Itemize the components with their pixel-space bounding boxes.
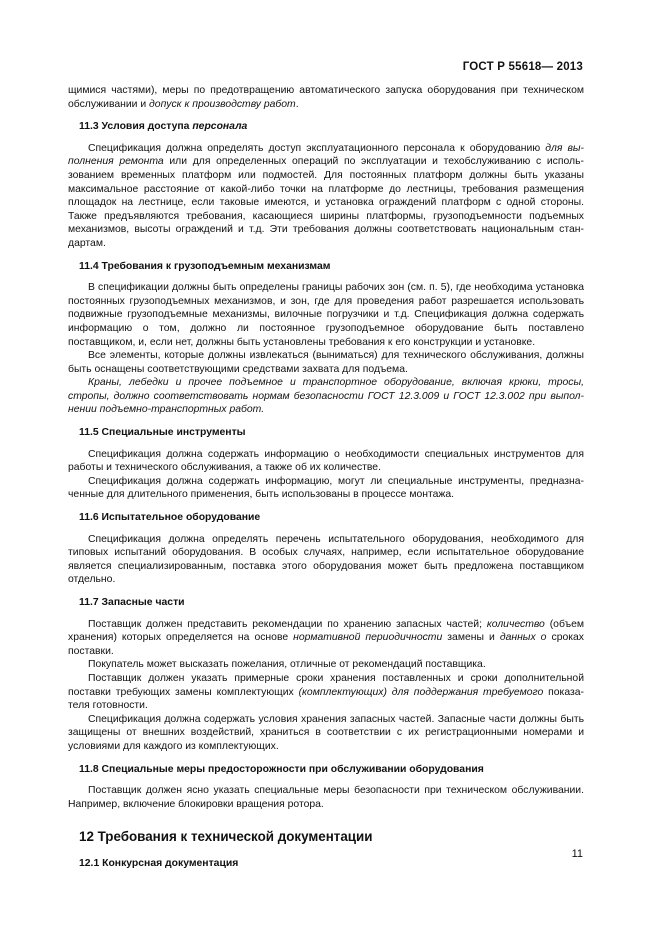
paragraph-11-5-1: Спецификация должна содержать информацию о необходимости специальных инструментов для работы и технического обслуживания, а также об их количестве.: [68, 448, 584, 474]
paragraph-11-3: Спецификация должна определять доступ эксплуатационного персонала к оборудованию для выполнения ремонта или для определенных операций по эксплуатации и техобслуживанию с использованием временных платформ или подмостей. Для постоянных платформ должны быть указаны максимальное расстояние от какой-либо точки на платформе до лестницы, требования размещения площадок на лестнице, если таковые имеются, и установка ограждений платформ с одной стороны. Также предъявляются требования, касающиеся ширины платформы, грузоподъемности подъемных механизмов, высоты ограждений и т.д. Эти требования должны соответствовать национальным стандартам.: [68, 142, 584, 249]
heading-11-7: 11.7 Запасные части: [79, 597, 185, 608]
paragraph-11-5-2: Спецификация должна содержать информацию, могут ли специальные инструменты, предназначенные для длительного применения, быть использованы в процессе монтажа.: [68, 475, 584, 501]
page-number: 11: [571, 848, 583, 860]
paragraph-11-7-4: Спецификация должна содержать условия хранения запасных частей. Запасные части должны быть защищены от внешних воздействий, храниться в соответствии с их регистрационными номерами и условиями для каждого из комплектующих.: [68, 713, 584, 752]
document-code: ГОСТ Р 55618— 2013: [462, 61, 583, 73]
heading-11-3: 11.3 Условия доступа персонала: [79, 121, 248, 133]
section-11-2-tail: щимися частями), меры по предотвращению автоматического запуска оборудования при техническом обслуживании и допуск к производству работ.: [68, 85, 584, 110]
paragraph-11-7-2: Покупатель может высказать пожелания, отличные от рекомендаций поставщика.: [88, 659, 486, 671]
paragraph-11-4-2: Все элементы, которые должны извлекаться (выниматься) для технического обслуживания, должны быть оснащены соответствующими средствами захвата для подъема.: [68, 350, 584, 375]
heading-12-1: 12.1 Конкурсная документация: [79, 857, 239, 869]
paragraph-11-4-1: В спецификации должны быть определены границы рабочих зон (см. п. 5), где необходима установка постоянных грузоподъемных механизмов, и зон, где для проведения работ разрешается использовать подвижные грузоподъемные механизмы, вилочные погрузчики и т.д. Спецификация должна содержать информацию о том, должно ли постоянное грузоподъемное оборудование быть поставлено поставщиком, и, если нет, должны быть установлены требования к его конструкции и установке.: [68, 282, 584, 348]
heading-11-8: 11.8 Специальные меры предосторожности при обслуживании оборудования: [79, 763, 484, 775]
paragraph-11-6-1: Спецификация должна определять перечень испытательного оборудования, необходимого для типовых испытаний оборудования. В особых случаях, например, если испытательное оборудование является специализированным, поставка этого оборудования может быть предложена поставщиком отдельно.: [68, 533, 584, 586]
paragraph-11-7-3: Поставщик должен указать примерные сроки хранения поставленных и сроки дополнительной поставки требующих замены комплектующих (комплектующих) для поддержания требуемого показателя готовности.: [68, 672, 584, 712]
heading-11-4: 11.4 Требования к грузоподъемным механизмам: [79, 260, 331, 272]
heading-11-6: 11.6 Испытательное оборудование: [79, 512, 261, 524]
paragraph-11-7-1: Поставщик должен представить рекомендации по хранению запасных частей; количество (объем хранения) которых определяется на основе нормативной периодичности замены и данных о сроках поставки.: [68, 618, 585, 657]
heading-12: 12 Требования к технической документации: [79, 829, 373, 845]
paragraph-11-8-1: Поставщик должен ясно указать специальные меры безопасности при техническом обслуживании. Например, включение блокировки вращения ротора.: [68, 785, 584, 810]
paragraph-11-4-3: Краны, лебедки и прочее подъемное и транспортное оборудование, включая крюки, тросы, стропы, должно соответствовать нормам безопасности ГОСТ 12.3.009 и ГОСТ 12.3.002 при выполнении подъемно-транспортных работ.: [68, 377, 584, 416]
heading-11-5: 11.5 Специальные инструменты: [79, 427, 246, 439]
page-body: [68, 84, 584, 879]
